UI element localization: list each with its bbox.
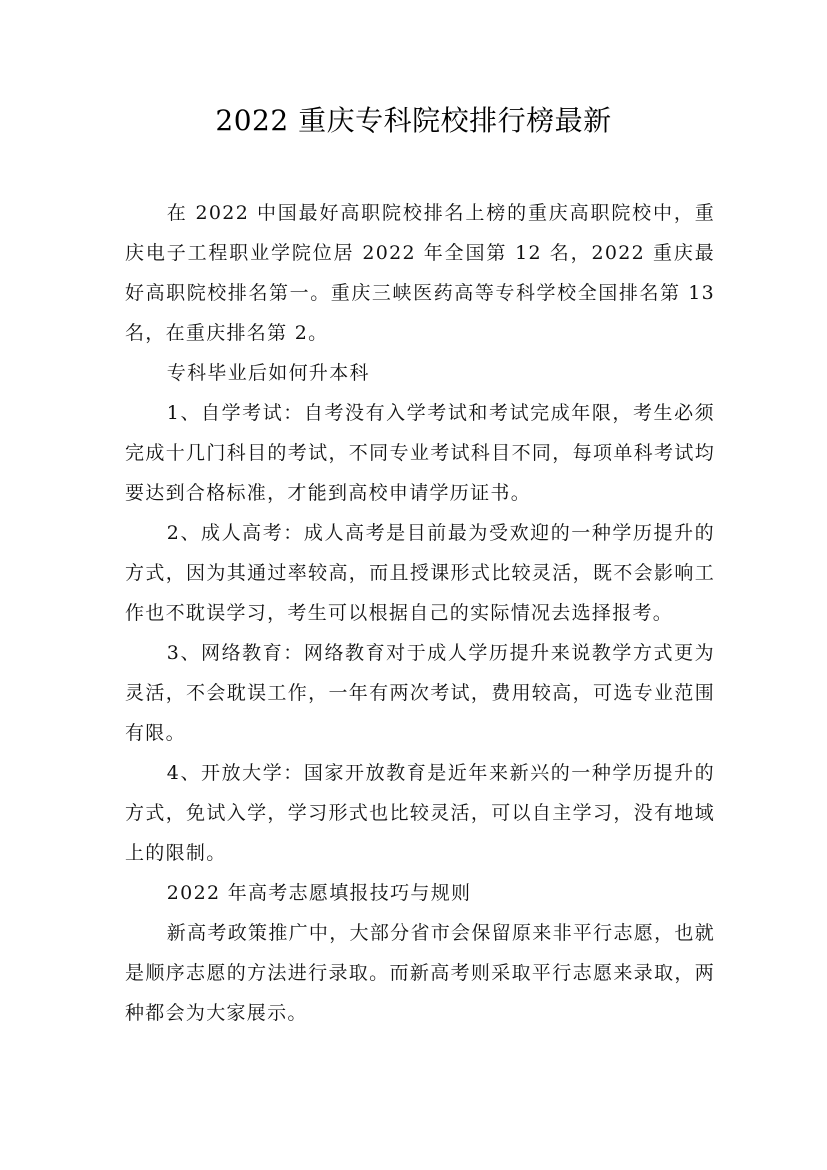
section-heading-upgrade: 专科毕业后如何升本科: [166, 362, 370, 384]
paragraph-self-study-exam: 1、自学考试：自考没有入学考试和考试完成年限，考生必须完成十几门科目的考试，不同专业考试科目不同，每项单科考试均要达到合格标准，才能到高校申请学历证书。: [125, 402, 715, 504]
section-heading-application-tips: 2022 年高考志愿填报技巧与规则: [166, 882, 472, 904]
paragraph-adult-college-exam: 2、成人高考：成人高考是目前最为受欢迎的一种学历提升的方式，因为其通过率较高，而且授课形式比较灵活，既不会影响工作也不耽误学习，考生可以根据自己的实际情况去选择报考。: [125, 522, 715, 624]
paragraph-open-university: 4、开放大学：国家开放教育是近年来新兴的一种学历提升的方式，免试入学，学习形式也比较灵活，可以自主学习，没有地域上的限制。: [125, 762, 715, 864]
paragraph-online-education: 3、网络教育：网络教育对于成人学历提升来说教学方式更为灵活，不会耽误工作，一年有两次考试，费用较高，可选专业范围有限。: [125, 642, 715, 744]
document-title: 2022 重庆专科院校排行榜最新: [215, 104, 612, 137]
paragraph-new-gaokao-policy: 新高考政策推广中，大部分省市会保留原来非平行志愿，也就是顺序志愿的方法进行录取。而新高考则采取平行志愿来录取，两种都会为大家展示。: [125, 922, 715, 1024]
document-body: [125, 193, 715, 1033]
paragraph-ranking-intro: 在 2022 中国最好高职院校排名上榜的重庆高职院校中，重庆电子工程职业学院位居 2022 年全国第 12 名，2022 重庆最好高职院校排名第一。重庆三峡医药高等专科学校全国排名第 13 名，在重庆排名第 2。: [125, 202, 715, 344]
